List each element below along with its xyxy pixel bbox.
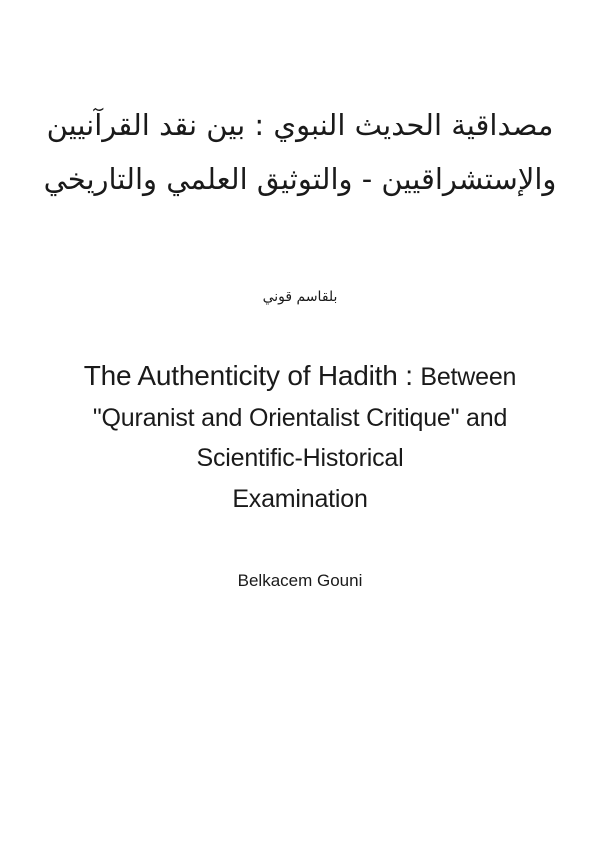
english-title-line-3: Scientific-Historical	[196, 444, 404, 472]
english-title-line-1-main: The Authenticity of Hadith :	[83, 360, 421, 391]
arabic-title: مصداقية الحديث النبوي : بين نقد القرآنيين والإستشراقيين - والتوثيق العلمي والتاريخي	[43, 108, 557, 196]
arabic-author: بلقاسم قوني	[262, 289, 338, 305]
english-title	[20, 356, 580, 519]
english-title-line-1-tail: Between	[420, 363, 517, 391]
english-title-line-4: Examination	[232, 484, 368, 513]
english-title-line-1	[20, 356, 580, 398]
english-title-line-2: "Quranist and Orientalist Critique" and	[92, 403, 508, 432]
english-author: Belkacem Gouni	[237, 571, 363, 590]
